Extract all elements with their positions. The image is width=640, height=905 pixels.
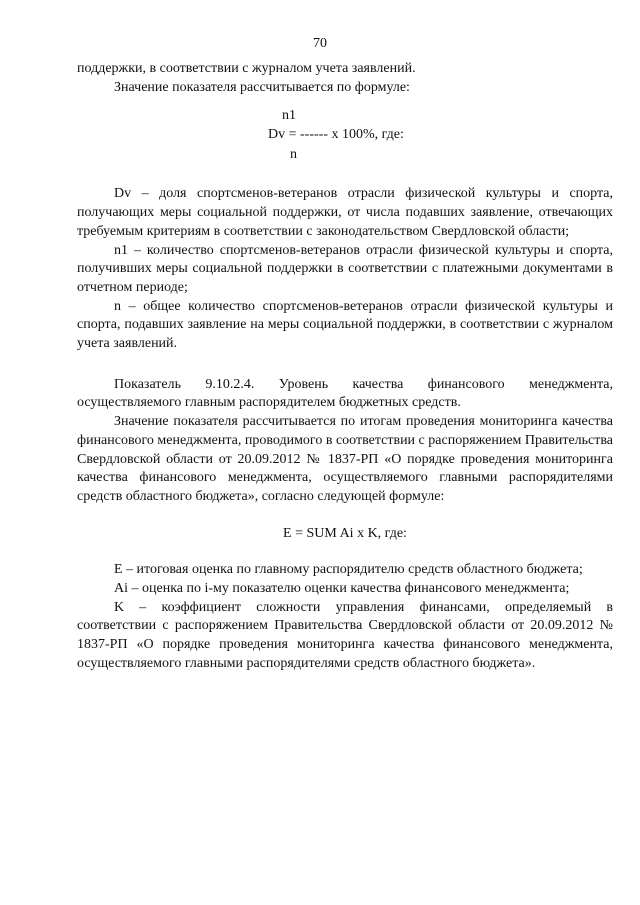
indicator-heading: Показатель 9.10.2.4. Уровень качества финансового менеджмента, осуществляемого главным распорядителем бюджетных средств. xyxy=(77,376,613,411)
definition-k: K – коэффициент сложности управления финансами, определяемый в соответствии с распоряжением Правительства Свердловской области от 20.09.2012 № 1837-РП «О порядке проведения мониторинга качества финансового менеджмента, осуществляемого главными распорядителями средств областного бюджета». xyxy=(77,599,613,671)
definition-ai: Ai – оценка по i-му показателю оценки качества финансового менеджмента; xyxy=(114,581,570,597)
definition-e: E – итоговая оценка по главному распорядителю средств областного бюджета; xyxy=(114,562,583,578)
formula-denominator: n xyxy=(290,147,297,163)
formula-line: Dv = ------ x 100%, где: xyxy=(268,127,404,143)
formula-numerator: n1 xyxy=(282,108,296,124)
document-body xyxy=(77,60,613,674)
paragraph-continuation: поддержки, в соответствии с журналом учета заявлений. xyxy=(77,61,416,76)
formula-e: E = SUM Ai x K, где: xyxy=(283,525,407,541)
indicator-description: Значение показателя рассчитывается по итогам проведения мониторинга качества финансового менеджмента, проводимого в соответствии с распоряжением Правительства Свердловской области от 20.09.2012 № 1837-РП «О порядке проведения мониторинга качества финансового менеджмента, осуществляемого главными распорядителями средств областного бюджета», согласно следующей формуле: xyxy=(77,414,613,504)
definition-n1: n1 – количество спортсменов-ветеранов отрасли физической культуры и спорта, получивших меры социальной поддержки в соответствии с платежными документами в отчетном периоде; xyxy=(77,242,613,295)
definition-dv: Dv – доля спортсменов-ветеранов отрасли физической культуры и спорта, получающих меры социальной поддержки, от числа подавших заявление, отвечающих требуемым критериям в соответствии с законодательством Свердловской области; xyxy=(77,186,613,239)
definition-n: n – общее количество спортсменов-ветеранов отрасли физической культуры и спорта, подавших заявление на меры социальной поддержки, в соответствии с журналом учета заявлений. xyxy=(77,298,613,352)
page-number: 70 xyxy=(313,36,327,51)
formula-dv xyxy=(77,107,613,167)
formula-intro: Значение показателя рассчитывается по формуле: xyxy=(114,79,410,95)
